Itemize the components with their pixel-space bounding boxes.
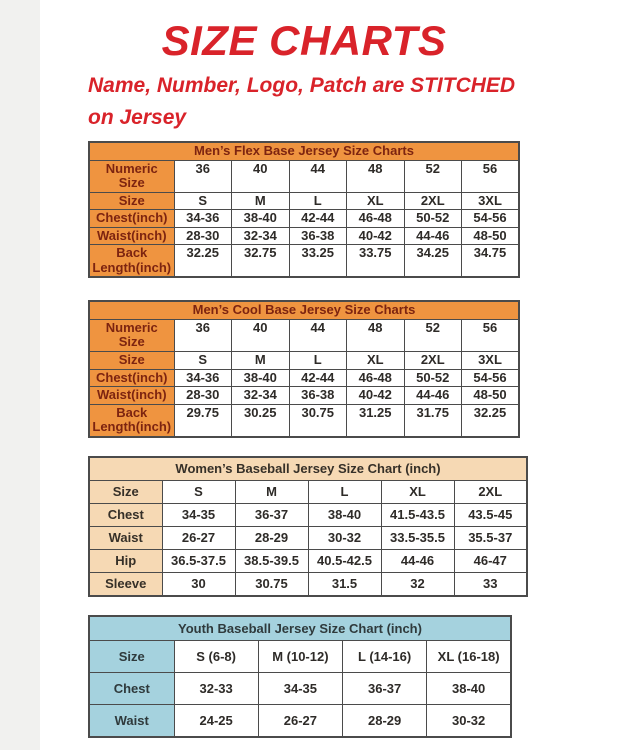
- size-cell: 48: [347, 160, 405, 192]
- size-table-mens-cool-base: [88, 300, 520, 437]
- size-cell: 33.75: [347, 245, 405, 278]
- size-cell: 46-47: [454, 549, 527, 572]
- row-label: Sleeve: [89, 572, 162, 596]
- row-label: Waist: [89, 526, 162, 549]
- size-cell: 30.25: [232, 404, 290, 437]
- size-cell: L: [308, 480, 381, 503]
- size-cell: L: [289, 192, 347, 210]
- size-cell: 26-27: [258, 704, 342, 737]
- size-cell: 44-46: [381, 549, 454, 572]
- size-cell: 3XL: [462, 352, 520, 370]
- size-cell: 34.25: [404, 245, 462, 278]
- size-cell: 30: [162, 572, 235, 596]
- size-cell: 46-48: [347, 210, 405, 228]
- size-cell: 36-38: [289, 227, 347, 245]
- size-cell: 44: [289, 319, 347, 351]
- row-label: Waist(inch): [89, 387, 174, 405]
- size-cell: 50-52: [404, 369, 462, 387]
- size-cell: 52: [404, 160, 462, 192]
- size-cell: 29.75: [174, 404, 232, 437]
- size-cell: 33.25: [289, 245, 347, 278]
- size-cell: S: [174, 192, 232, 210]
- size-cell: 40-42: [347, 387, 405, 405]
- size-cell: M (10-12): [258, 640, 342, 672]
- table-title: Women’s Baseball Jersey Size Chart (inch): [89, 457, 527, 481]
- size-cell: 32-33: [174, 672, 258, 704]
- size-cell: 48-50: [462, 227, 520, 245]
- size-cell: 31.25: [347, 404, 405, 437]
- row-label: Hip: [89, 549, 162, 572]
- size-cell: 33.5-35.5: [381, 526, 454, 549]
- size-cell: 38-40: [232, 210, 290, 228]
- size-cell: 44-46: [404, 387, 462, 405]
- size-cell: 36.5-37.5: [162, 549, 235, 572]
- size-cell: 40.5-42.5: [308, 549, 381, 572]
- size-cell: 38-40: [427, 672, 511, 704]
- row-label: Waist(inch): [89, 227, 174, 245]
- table-title: Youth Baseball Jersey Size Chart (inch): [89, 616, 511, 641]
- size-table-youth-baseball: [88, 615, 512, 738]
- size-cell: 36-38: [289, 387, 347, 405]
- size-cell: 56: [462, 160, 520, 192]
- size-cell: 34-35: [162, 503, 235, 526]
- size-table-womens-baseball: [88, 456, 528, 597]
- size-cell: L (14-16): [343, 640, 427, 672]
- size-cell: S: [162, 480, 235, 503]
- size-cell: 44-46: [404, 227, 462, 245]
- size-cell: 32-34: [232, 387, 290, 405]
- size-cell: 28-29: [235, 526, 308, 549]
- row-label: Chest: [89, 672, 174, 704]
- size-cell: 48: [347, 319, 405, 351]
- size-cell: XL: [381, 480, 454, 503]
- size-cell: 34-35: [258, 672, 342, 704]
- size-cell: 36: [174, 319, 232, 351]
- size-cell: 2XL: [404, 192, 462, 210]
- table-title: Men’s Cool Base Jersey Size Charts: [89, 301, 519, 319]
- page-subtitle: [88, 70, 533, 133]
- size-cell: 36-37: [343, 672, 427, 704]
- size-cell: 40: [232, 319, 290, 351]
- size-cell: 41.5-43.5: [381, 503, 454, 526]
- size-cell: M: [232, 192, 290, 210]
- size-cell: 30.75: [235, 572, 308, 596]
- size-cell: 48-50: [462, 387, 520, 405]
- page-subtitle-line: on Jersey: [88, 105, 187, 129]
- size-cell: 30.75: [289, 404, 347, 437]
- row-label: Size: [89, 192, 174, 210]
- size-cell: XL (16-18): [427, 640, 511, 672]
- size-cell: 38-40: [308, 503, 381, 526]
- size-cell: 30-32: [427, 704, 511, 737]
- size-cell: 32.25: [174, 245, 232, 278]
- row-label: Chest(inch): [89, 210, 174, 228]
- size-cell: M: [232, 352, 290, 370]
- size-cell: 34.75: [462, 245, 520, 278]
- size-cell: 40-42: [347, 227, 405, 245]
- size-cell: 34-36: [174, 210, 232, 228]
- size-cell: 36-37: [235, 503, 308, 526]
- size-cell: 28-30: [174, 387, 232, 405]
- size-cell: 42-44: [289, 369, 347, 387]
- row-label: Chest(inch): [89, 369, 174, 387]
- size-cell: 2XL: [454, 480, 527, 503]
- row-label: Size: [89, 640, 174, 672]
- size-cell: M: [235, 480, 308, 503]
- size-cell: 3XL: [462, 192, 520, 210]
- size-cell: 36: [174, 160, 232, 192]
- size-cell: 44: [289, 160, 347, 192]
- content-area: [88, 0, 533, 738]
- size-cell: 35.5-37: [454, 526, 527, 549]
- size-cell: 28-30: [174, 227, 232, 245]
- row-label: Size: [89, 480, 162, 503]
- size-cell: 50-52: [404, 210, 462, 228]
- tables-container: [88, 141, 533, 738]
- row-label: Chest: [89, 503, 162, 526]
- size-cell: 56: [462, 319, 520, 351]
- size-cell: 32-34: [232, 227, 290, 245]
- row-label: Numeric Size: [89, 319, 174, 351]
- size-cell: 54-56: [462, 369, 520, 387]
- page-edge-shading: [0, 0, 40, 750]
- size-cell: 31.75: [404, 404, 462, 437]
- size-cell: 46-48: [347, 369, 405, 387]
- size-cell: 32.25: [462, 404, 520, 437]
- size-cell: 26-27: [162, 526, 235, 549]
- row-label: Back Length(inch): [89, 404, 174, 437]
- size-cell: 2XL: [404, 352, 462, 370]
- row-label: Numeric Size: [89, 160, 174, 192]
- size-cell: 32: [381, 572, 454, 596]
- size-cell: 42-44: [289, 210, 347, 228]
- table-title: Men’s Flex Base Jersey Size Charts: [89, 142, 519, 160]
- size-cell: 40: [232, 160, 290, 192]
- size-cell: 38-40: [232, 369, 290, 387]
- size-cell: S: [174, 352, 232, 370]
- row-label: Waist: [89, 704, 174, 737]
- size-table-mens-flex-base: [88, 141, 520, 278]
- size-cell: XL: [347, 352, 405, 370]
- size-cell: 33: [454, 572, 527, 596]
- row-label: Size: [89, 352, 174, 370]
- size-cell: 32.75: [232, 245, 290, 278]
- size-cell: 34-36: [174, 369, 232, 387]
- row-label: Back Length(inch): [89, 245, 174, 278]
- size-cell: 54-56: [462, 210, 520, 228]
- size-cell: 38.5-39.5: [235, 549, 308, 572]
- size-cell: L: [289, 352, 347, 370]
- page-subtitle-line: Name, Number, Logo, Patch are STITCHED: [88, 74, 516, 97]
- size-cell: S (6-8): [174, 640, 258, 672]
- size-cell: XL: [347, 192, 405, 210]
- size-cell: 30-32: [308, 526, 381, 549]
- size-cell: 31.5: [308, 572, 381, 596]
- size-cell: 52: [404, 319, 462, 351]
- size-cell: 28-29: [343, 704, 427, 737]
- page-title: SIZE CHARTS: [161, 17, 447, 64]
- size-cell: 43.5-45: [454, 503, 527, 526]
- size-cell: 24-25: [174, 704, 258, 737]
